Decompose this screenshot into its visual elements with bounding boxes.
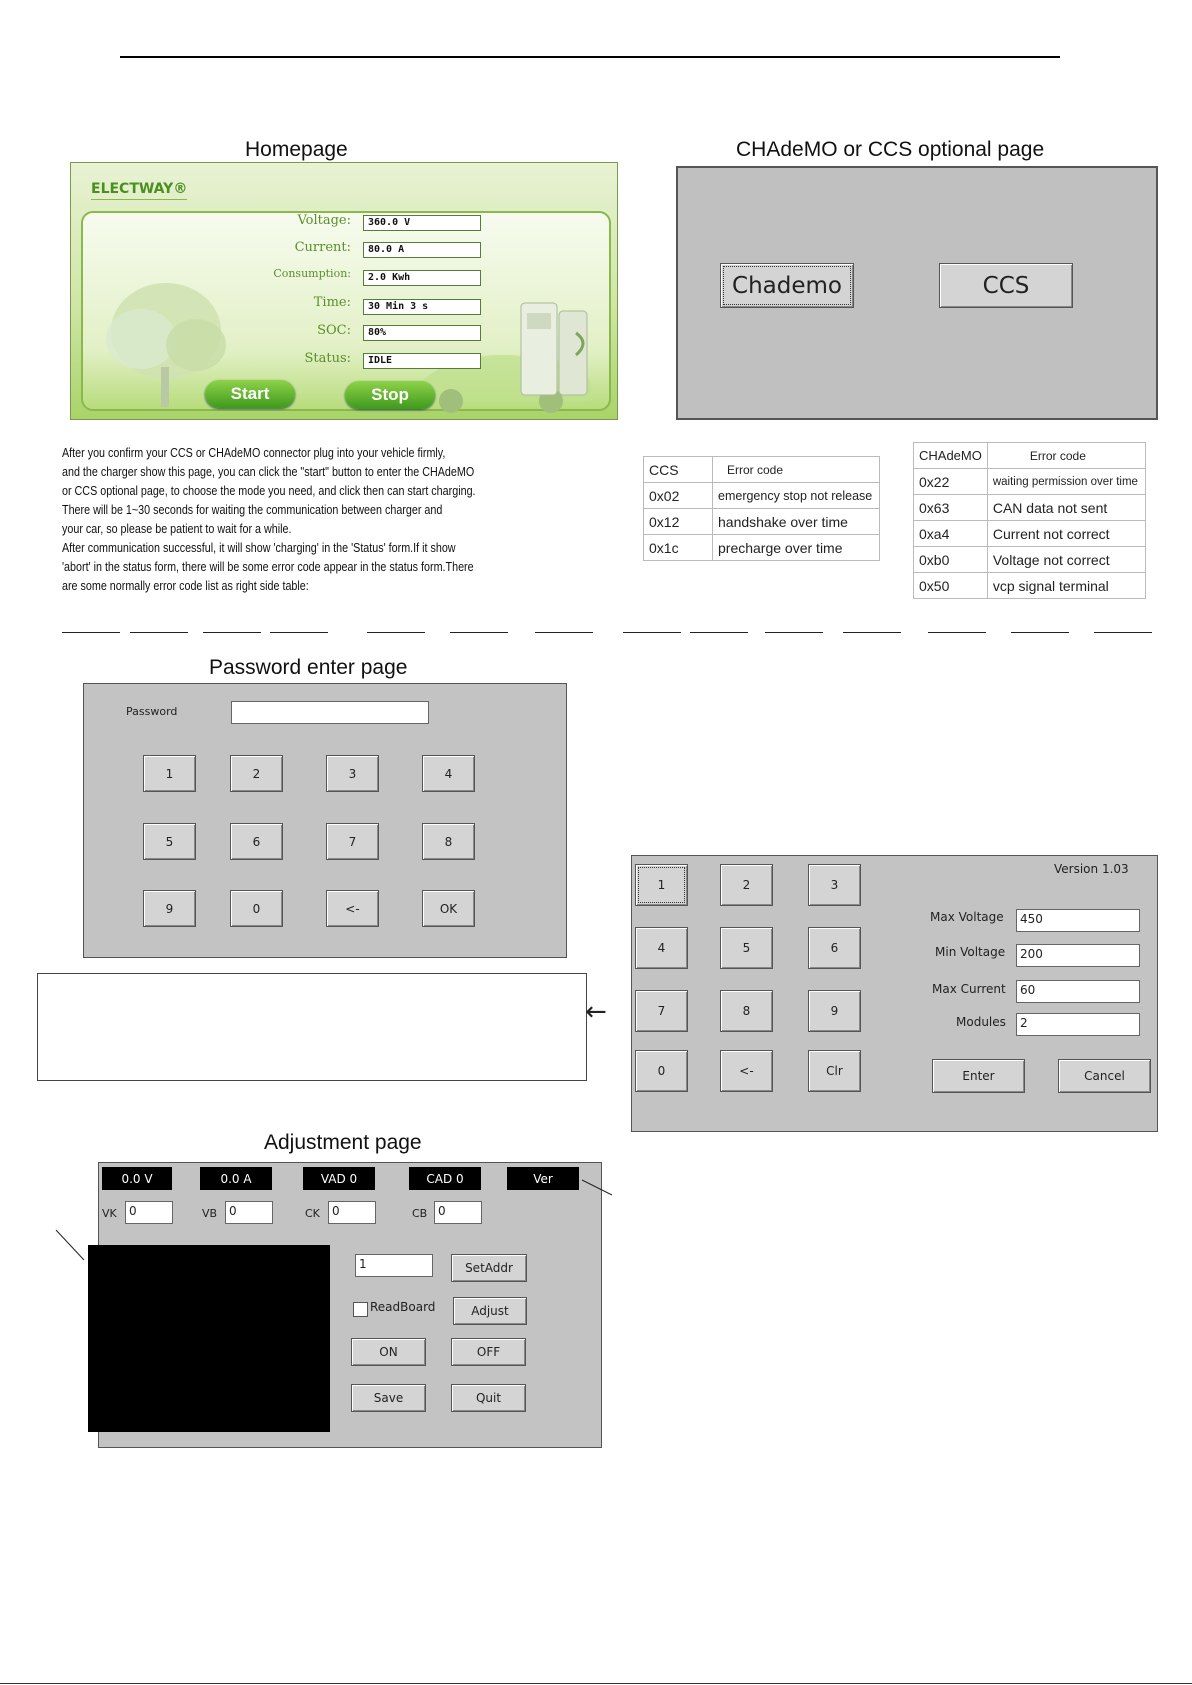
table-header-cell: Error code — [713, 457, 880, 483]
vb-label: VB — [202, 1207, 218, 1220]
keypad-key-2[interactable]: 2 — [230, 755, 283, 792]
version-label: Version 1.03 — [1054, 862, 1129, 876]
save-button[interactable]: Save — [351, 1384, 426, 1412]
keypad-key-9[interactable]: 9 — [143, 890, 196, 927]
config-key-5[interactable]: 5 — [720, 927, 773, 969]
time-label: Time: — [313, 295, 351, 310]
description-line: After you confirm your CCS or CHAdeMO connector plug into your vehicle firmly, — [62, 446, 446, 460]
table-cell: 0x02 — [644, 483, 713, 509]
cb-input[interactable]: 0 — [434, 1201, 482, 1224]
chademo-button[interactable]: Chademo — [720, 263, 854, 308]
table-cell: 0x50 — [914, 573, 988, 599]
voltage-readout: 0.0 V — [102, 1167, 172, 1190]
electway-logo: ELECTWAY® — [91, 181, 187, 200]
keypad-key-0[interactable]: 0 — [230, 890, 283, 927]
description-line: your car, so please be patient to wait for a while. — [62, 522, 292, 536]
table-cell: CAN data not sent — [987, 495, 1145, 521]
keypad-key-3[interactable]: 3 — [326, 755, 379, 792]
modules-label: Modules — [956, 1015, 1006, 1029]
description-line: After communication successful, it will show 'charging' in the 'Status' form.If it show — [62, 541, 456, 555]
max-current-input[interactable]: 60 — [1016, 980, 1140, 1003]
adjustment-page-title: Adjustment page — [264, 1131, 422, 1154]
current-readout: 0.0 A — [200, 1167, 272, 1190]
config-key-8[interactable]: 8 — [720, 990, 773, 1032]
voltage-label: Voltage: — [297, 213, 351, 228]
table-cell: handshake over time — [713, 509, 880, 535]
table-cell: 0x1c — [644, 535, 713, 561]
description-line: and the charger show this page, you can click the "start" button to enter the CHAdeMO — [62, 465, 475, 479]
keypad-key-1[interactable]: 1 — [143, 755, 196, 792]
start-button[interactable]: Start — [205, 380, 295, 408]
on-button[interactable]: ON — [351, 1338, 426, 1366]
optional-page-title: CHAdeMO or CCS optional page — [736, 138, 1045, 161]
consumption-label: Consumption: — [273, 267, 351, 280]
table-header-cell: CCS — [644, 457, 713, 483]
table-cell: 0x22 — [914, 469, 988, 495]
table-header-cell: CHAdeMO — [914, 443, 988, 469]
keypad-key-5[interactable]: 5 — [143, 823, 196, 860]
min-voltage-input[interactable]: 200 — [1016, 944, 1140, 967]
left-arrow-icon: ← — [585, 997, 607, 1027]
current-label: Current: — [294, 240, 351, 255]
adjust-button[interactable]: Adjust — [453, 1297, 527, 1325]
keypad-key-4[interactable]: 4 — [422, 755, 475, 792]
vb-input[interactable]: 0 — [225, 1201, 273, 1224]
current-value: 80.0 A — [363, 242, 481, 258]
config-key-2[interactable]: 2 — [720, 864, 773, 906]
max-voltage-label: Max Voltage — [930, 910, 1004, 924]
ccs-button[interactable]: CCS — [939, 263, 1073, 308]
keypad-key-7[interactable]: 7 — [326, 823, 379, 860]
readboard-label: ReadBoard — [370, 1300, 436, 1314]
config-key-7[interactable]: 7 — [635, 990, 688, 1032]
modules-input[interactable]: 2 — [1016, 1013, 1140, 1036]
config-key-6[interactable]: 6 — [808, 927, 861, 969]
description-line: 'abort' in the status form, there will be some error code appear in the status form.There — [62, 560, 474, 574]
description-line: There will be 1~30 seconds for waiting the communication between charger and — [62, 503, 443, 517]
setaddr-button[interactable]: SetAddr — [451, 1254, 527, 1282]
keypad-backspace[interactable]: <- — [326, 890, 379, 927]
config-key-1[interactable]: 1 — [635, 864, 688, 906]
off-button[interactable]: OFF — [451, 1338, 526, 1366]
time-value: 30 Min 3 s — [363, 299, 481, 315]
cb-label: CB — [412, 1207, 428, 1220]
password-page-title: Password enter page — [209, 656, 408, 679]
quit-button[interactable]: Quit — [451, 1384, 526, 1412]
table-cell: emergency stop not release — [713, 483, 880, 509]
max-voltage-input[interactable]: 450 — [1016, 909, 1140, 932]
vk-input[interactable]: 0 — [125, 1201, 173, 1224]
soc-label: SOC: — [317, 323, 351, 338]
stop-button[interactable]: Stop — [345, 381, 435, 409]
table-cell: vcp signal terminal — [987, 573, 1145, 599]
cad-readout: CAD 0 — [409, 1167, 481, 1190]
homepage-title: Homepage — [245, 138, 348, 161]
status-value: IDLE — [363, 353, 481, 369]
ck-label: CK — [305, 1207, 320, 1220]
table-cell: 0x12 — [644, 509, 713, 535]
keypad-key-6[interactable]: 6 — [230, 823, 283, 860]
config-key-0[interactable]: 0 — [635, 1050, 688, 1092]
password-label: Password — [126, 705, 178, 718]
config-backspace[interactable]: <- — [720, 1050, 773, 1092]
max-current-label: Max Current — [932, 982, 1006, 996]
table-cell: 0x63 — [914, 495, 988, 521]
config-key-3[interactable]: 3 — [808, 864, 861, 906]
table-cell: precharge over time — [713, 535, 880, 561]
voltage-value: 360.0 V — [363, 215, 481, 231]
table-cell: 0xa4 — [914, 521, 988, 547]
description-line: are some normally error code list as right side table: — [62, 579, 309, 593]
table-cell: 0xb0 — [914, 547, 988, 573]
cancel-button[interactable]: Cancel — [1058, 1059, 1151, 1093]
config-clear[interactable]: Clr — [808, 1050, 861, 1092]
table-header-cell: Error code — [987, 443, 1145, 469]
config-key-4[interactable]: 4 — [635, 927, 688, 969]
status-label: Status: — [304, 351, 351, 366]
keypad-ok[interactable]: OK — [422, 890, 475, 927]
soc-value: 80% — [363, 325, 481, 341]
consumption-value: 2.0 Kwh — [363, 270, 481, 286]
min-voltage-label: Min Voltage — [935, 945, 1006, 959]
table-cell: waiting permission over time — [987, 469, 1145, 495]
table-cell: Current not correct — [987, 521, 1145, 547]
keypad-key-8[interactable]: 8 — [422, 823, 475, 860]
version-readout: Ver — [507, 1167, 579, 1190]
vad-readout: VAD 0 — [303, 1167, 375, 1190]
table-cell: Voltage not correct — [987, 547, 1145, 573]
description-line: or CCS optional page, to choose the mode you need, and click then can start charging. — [62, 484, 476, 498]
footer-rule — [0, 1683, 1192, 1684]
address-input[interactable]: 1 — [355, 1254, 433, 1277]
vk-label: VK — [102, 1207, 117, 1220]
ck-input[interactable]: 0 — [328, 1201, 376, 1224]
config-key-9[interactable]: 9 — [808, 990, 861, 1032]
enter-button[interactable]: Enter — [932, 1059, 1025, 1093]
